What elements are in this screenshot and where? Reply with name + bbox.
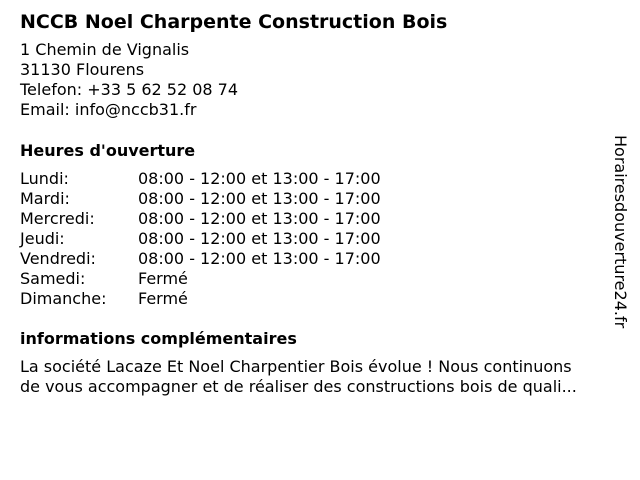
day-hours: Fermé: [138, 289, 188, 308]
day-label: Vendredi:: [20, 249, 96, 268]
day-hours: 08:00 - 12:00 et 13:00 - 17:00: [138, 249, 381, 268]
hours-heading: Heures d'ouverture: [20, 141, 196, 160]
hours-row-vendredi: [20, 249, 620, 269]
hours-row-samedi: [20, 269, 620, 289]
info-description: [20, 357, 620, 397]
day-label: Mercredi:: [20, 209, 95, 228]
day-label: Samedi:: [20, 269, 86, 288]
business-name: NCCB Noel Charpente Construction Bois: [20, 11, 448, 33]
email-address: Email: info@nccb31.fr: [20, 100, 197, 119]
day-label: Mardi:: [20, 189, 70, 208]
day-label: Jeudi:: [20, 229, 65, 248]
hours-table: [20, 169, 620, 309]
hours-row-mercredi: [20, 209, 620, 229]
address-street: 1 Chemin de Vignalis: [20, 40, 190, 59]
day-label: Dimanche:: [20, 289, 107, 308]
info-line: de vous accompagner et de réaliser des constructions bois de quali...: [20, 377, 577, 396]
hours-row-lundi: [20, 169, 620, 189]
day-hours: 08:00 - 12:00 et 13:00 - 17:00: [138, 209, 381, 228]
phone-number: Telefon: +33 5 62 52 08 74: [20, 80, 239, 99]
day-hours: 08:00 - 12:00 et 13:00 - 17:00: [138, 169, 381, 188]
address-city: 31130 Flourens: [20, 60, 145, 79]
site-watermark: Horairesdouverture24.fr: [611, 135, 630, 329]
hours-row-jeudi: [20, 229, 620, 249]
info-line: La société Lacaze Et Noel Charpentier Bois évolue ! Nous continuons: [20, 357, 572, 376]
business-card: [20, 8, 620, 397]
day-hours: 08:00 - 12:00 et 13:00 - 17:00: [138, 229, 381, 248]
day-hours: Fermé: [138, 269, 188, 288]
hours-row-dimanche: [20, 289, 620, 309]
day-hours: 08:00 - 12:00 et 13:00 - 17:00: [138, 189, 381, 208]
day-label: Lundi:: [20, 169, 69, 188]
info-heading: informations complémentaires: [20, 329, 297, 348]
hours-row-mardi: [20, 189, 620, 209]
